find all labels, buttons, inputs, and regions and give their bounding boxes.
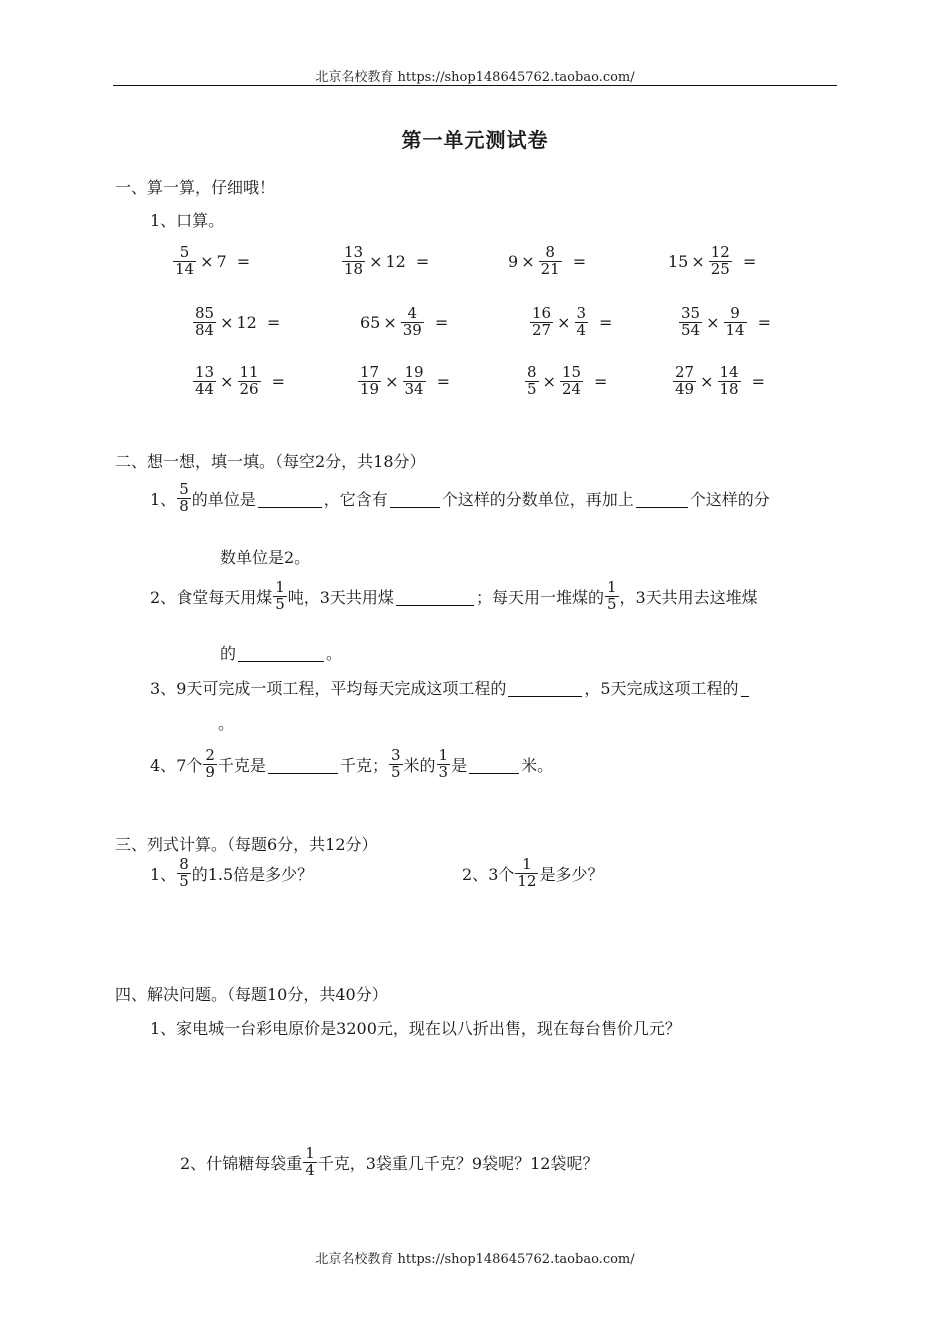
calc-r3-2: $\frac{17}{19}$ × $\frac{19}{34}$ = xyxy=(360,363,450,398)
answer-blank[interactable] xyxy=(469,755,519,774)
fill-q2-cont: 的 。 xyxy=(220,644,343,663)
answer-blank[interactable] xyxy=(268,755,338,774)
header-rule xyxy=(113,85,837,86)
fill-q3: 3、 9天可完成一项工程，平均每天完成这项工程的 ，5天完成这项工程的 xyxy=(150,676,751,699)
fill-q1-cont: 数单位是2。 xyxy=(220,548,311,567)
fill-q2: 2、 食堂每天用煤 $\frac{1}{5}$ 吨，3天共用煤 ；每天用一堆煤的 $\frac{1}{5}$ ，3天共用去这堆煤 xyxy=(150,578,758,613)
calc-r2-3: $\frac{16}{27}$ × $\frac{3}{4}$ = xyxy=(532,304,613,339)
section-1-sub: 1、口算。 xyxy=(150,211,225,230)
answer-blank[interactable] xyxy=(390,489,440,508)
calc-r2-1: $\frac{85}{84}$ × 12 = xyxy=(195,304,281,339)
section-2-heading: 二、想一想，填一填。（每空2分，共18分） xyxy=(115,452,426,471)
calc-r3-1: $\frac{13}{44}$ × $\frac{11}{26}$ = xyxy=(195,363,285,398)
calc-r3-3: $\frac{8}{5}$ × $\frac{15}{24}$ = xyxy=(527,363,608,398)
answer-blank[interactable] xyxy=(636,489,688,508)
calc-r2-2: 65 × $\frac{4}{39}$ = xyxy=(360,304,449,339)
calc-r1-2: $\frac{13}{18}$ × 12 = xyxy=(344,243,430,278)
section-4-heading: 四、解决问题。（每题10分，共40分） xyxy=(115,985,388,1004)
answer-blank[interactable] xyxy=(238,643,324,662)
page-header: 北京名校教育 https://shop148645762.taobao.com/ xyxy=(315,70,635,85)
calc-r3-4: $\frac{27}{49}$ × $\frac{14}{18}$ = xyxy=(675,363,765,398)
fill-q1: 1、 $\frac{5}{8}$ 的单位是 ，它含有 个这样的分数单位，再加上 个这样的分 xyxy=(150,480,770,515)
calc-q1: 1、 $\frac{8}{5}$ 的1.5倍是多少？ xyxy=(150,855,314,890)
problem-q1: 1、家电城一台彩电原价是3200元，现在以八折出售，现在每台售价几元？ xyxy=(150,1019,681,1038)
calc-q2: 2、 3个 $\frac{1}{12}$ 是多少？ xyxy=(462,855,604,890)
problem-q2: 2、 什锦糖每袋重 $\frac{1}{4}$ 千克，3袋重几千克？9袋呢？12袋呢？ xyxy=(180,1144,599,1179)
section-1-heading: 一、算一算，仔细哦！ xyxy=(115,178,276,197)
answer-blank[interactable] xyxy=(741,678,749,697)
calc-r1-4: 15 × $\frac{12}{25}$ = xyxy=(668,243,757,278)
calc-r2-4: $\frac{35}{54}$ × $\frac{9}{14}$ = xyxy=(681,304,771,339)
fill-q3-cont: 。 xyxy=(218,714,235,733)
calc-r1-3: 9 × $\frac{8}{21}$ = xyxy=(508,243,587,278)
answer-blank[interactable] xyxy=(396,587,474,606)
page-footer: 北京名校教育 https://shop148645762.taobao.com/ xyxy=(315,1252,635,1267)
section-3-heading: 三、列式计算。（每题6分，共12分） xyxy=(115,835,378,854)
page-title: 第一单元测试卷 xyxy=(401,128,549,152)
calc-r1-1: $\frac{5}{14}$ × 7 = xyxy=(175,243,251,278)
answer-blank[interactable] xyxy=(508,678,582,697)
answer-blank[interactable] xyxy=(258,489,322,508)
fill-q4: 4、 7个 $\frac{2}{9}$ 千克是 千克； $\frac{3}{5}$ 米的 $\frac{1}{3}$ 是 米。 xyxy=(150,746,554,781)
